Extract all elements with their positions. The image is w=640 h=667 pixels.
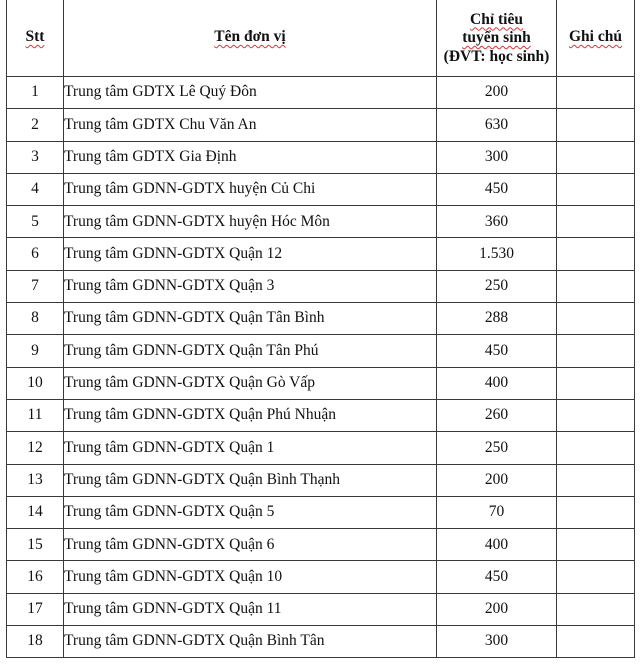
cell-stt: 2 [7,109,64,141]
cell-quota: 1.530 [437,238,557,270]
table-row [7,432,635,464]
header-quota-line1: Chỉ tiêu [470,10,523,28]
cell-quota: 300 [437,141,557,173]
table-row [7,399,635,431]
cell-note [557,529,635,561]
table-row [7,529,635,561]
table-row [7,335,635,367]
table-row [7,496,635,528]
cell-note [557,270,635,302]
cell-note [557,464,635,496]
header-note: Ghi chú [557,0,635,77]
table-row [7,626,635,658]
table-body [7,77,635,658]
cell-quota: 200 [437,77,557,109]
cell-quota: 288 [437,303,557,335]
cell-stt: 17 [7,593,64,625]
cell-stt: 16 [7,561,64,593]
cell-quota: 400 [437,367,557,399]
cell-name: Trung tâm GDTX Lê Quý Đôn [64,77,437,109]
cell-quota: 200 [437,464,557,496]
cell-quota: 70 [437,496,557,528]
cell-stt: 5 [7,206,64,238]
cell-name: Trung tâm GDNN-GDTX Quận 10 [64,561,437,593]
cell-note [557,109,635,141]
table-row [7,593,635,625]
cell-quota: 250 [437,270,557,302]
cell-name: Trung tâm GDNN-GDTX Quận 3 [64,270,437,302]
cell-stt: 3 [7,141,64,173]
cell-note [557,496,635,528]
cell-stt: 11 [7,399,64,431]
cell-stt: 18 [7,626,64,658]
cell-name: Trung tâm GDNN-GDTX Quận 12 [64,238,437,270]
cell-name: Trung tâm GDNN-GDTX Quận Bình Thạnh [64,464,437,496]
cell-name: Trung tâm GDNN-GDTX Quận 1 [64,432,437,464]
cell-name: Trung tâm GDNN-GDTX Quận 11 [64,593,437,625]
cell-stt: 12 [7,432,64,464]
cell-name: Trung tâm GDNN-GDTX Quận Gò Vấp [64,367,437,399]
cell-quota: 360 [437,206,557,238]
table-row [7,109,635,141]
table-row [7,303,635,335]
header-quota [437,0,557,77]
cell-note [557,173,635,205]
table-row [7,173,635,205]
cell-stt: 4 [7,173,64,205]
cell-name: Trung tâm GDTX Chu Văn An [64,109,437,141]
cell-quota: 200 [437,593,557,625]
cell-stt: 14 [7,496,64,528]
table-row [7,367,635,399]
cell-stt: 7 [7,270,64,302]
cell-stt: 15 [7,529,64,561]
cell-note [557,77,635,109]
cell-name: Trung tâm GDNN-GDTX Quận 5 [64,496,437,528]
cell-quota: 300 [437,626,557,658]
cell-quota: 630 [437,109,557,141]
cell-note [557,335,635,367]
table-row [7,206,635,238]
table-row [7,270,635,302]
cell-stt: 8 [7,303,64,335]
cell-note [557,432,635,464]
cell-note [557,593,635,625]
cell-note [557,626,635,658]
cell-name: Trung tâm GDNN-GDTX Quận Phú Nhuận [64,399,437,431]
cell-name: Trung tâm GDTX Gia Định [64,141,437,173]
cell-quota: 450 [437,561,557,593]
cell-stt: 6 [7,238,64,270]
cell-quota: 250 [437,432,557,464]
cell-name: Trung tâm GDNN-GDTX Quận Tân Phú [64,335,437,367]
table-row [7,141,635,173]
cell-name: Trung tâm GDNN-GDTX huyện Hóc Môn [64,206,437,238]
cell-stt: 1 [7,77,64,109]
cell-note [557,561,635,593]
cell-name: Trung tâm GDNN-GDTX Quận Bình Tân [64,626,437,658]
table-row [7,77,635,109]
cell-stt: 10 [7,367,64,399]
header-row [7,0,635,77]
cell-quota: 450 [437,335,557,367]
cell-note [557,303,635,335]
cell-note [557,367,635,399]
header-quota-line3: (ĐVT: học sinh) [443,47,550,65]
cell-name: Trung tâm GDNN-GDTX Quận 6 [64,529,437,561]
header-name: Tên đơn vị [64,0,437,77]
cell-quota: 260 [437,399,557,431]
cell-stt: 13 [7,464,64,496]
cell-name: Trung tâm GDNN-GDTX Quận Tân Bình [64,303,437,335]
cell-quota: 450 [437,173,557,205]
cell-note [557,141,635,173]
enrollment-quota-table [6,0,635,658]
header-quota-line2: tuyển sinh [462,29,531,47]
table-row [7,238,635,270]
cell-note [557,399,635,431]
table-row [7,561,635,593]
cell-stt: 9 [7,335,64,367]
cell-note [557,206,635,238]
cell-name: Trung tâm GDNN-GDTX huyện Củ Chi [64,173,437,205]
cell-quota: 400 [437,529,557,561]
header-stt: Stt [7,0,64,77]
table-row [7,464,635,496]
cell-note [557,238,635,270]
